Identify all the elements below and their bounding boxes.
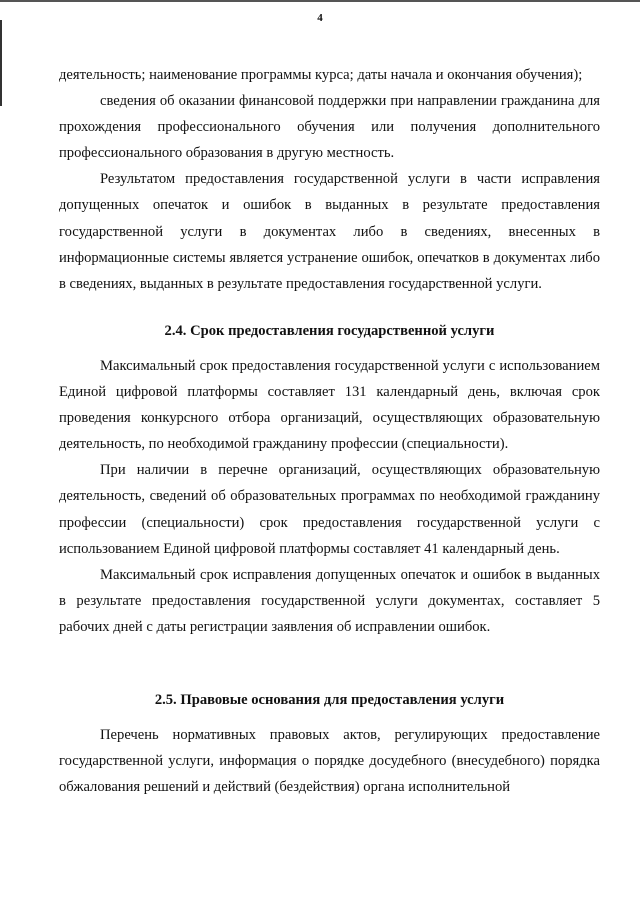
- paragraph-legal-acts: Перечень нормативных правовых актов, регулирующих предоставление государственной услуги, информация о порядке досудебного (внесудебного) порядка обжалования решений и действий (бездействия) органа исполнительной: [59, 727, 600, 796]
- section-heading-2-5: 2.5. Правовые основания для предоставления услуги: [154, 691, 505, 708]
- paragraph-result-correction: Результатом предоставления государственной услуги в части исправления допущенных опечаток и ошибок в выданных в результате предоставления государственной услуги в документах либо в сведениях, внесенных в информационные системы является устранение ошибок, опечатков в документах либо в сведениях, выданных в результате предоставления государственной услуги.: [59, 171, 600, 292]
- page-number: 4: [317, 12, 323, 24]
- paragraph-financial-support: сведения об оказании финансовой поддержки при направлении гражданина для прохождения профессионального обучения или получения дополнительного профессионального образования в другую местность.: [59, 93, 600, 162]
- section-heading-2-4: 2.4. Срок предоставления государственной услуги: [164, 322, 495, 339]
- paragraph-term-with-programs: При наличии в перечне организаций, осуществляющих образовательную деятельность, сведений об образовательных программах по необходимой гражданину профессии (специальности) срок предоставления государственной услуги с использованием Единой цифровой платформы составляет 41 календарный день.: [59, 462, 600, 557]
- scan-top-border: [0, 0, 640, 2]
- document-body: [59, 62, 600, 800]
- paragraph-max-term: Максимальный срок предоставления государственной услуги с использованием Единой цифровой платформы составляет 131 календарный день, включая срок проведения конкурсного отбора организаций, осуществляющих образовательную деятельность, по необходимой гражданину профессии (специальности).: [59, 357, 600, 453]
- scan-left-edge-mark: [0, 20, 2, 106]
- paragraph-continuation: деятельность; наименование программы курса; даты начала и окончания обучения);: [59, 67, 583, 83]
- paragraph-correction-term: Максимальный срок исправления допущенных опечаток и ошибок в выданных в результате предоставления государственной услуги документах, составляет 5 рабочих дней с даты регистрации заявления об исправлении ошибок.: [59, 566, 600, 635]
